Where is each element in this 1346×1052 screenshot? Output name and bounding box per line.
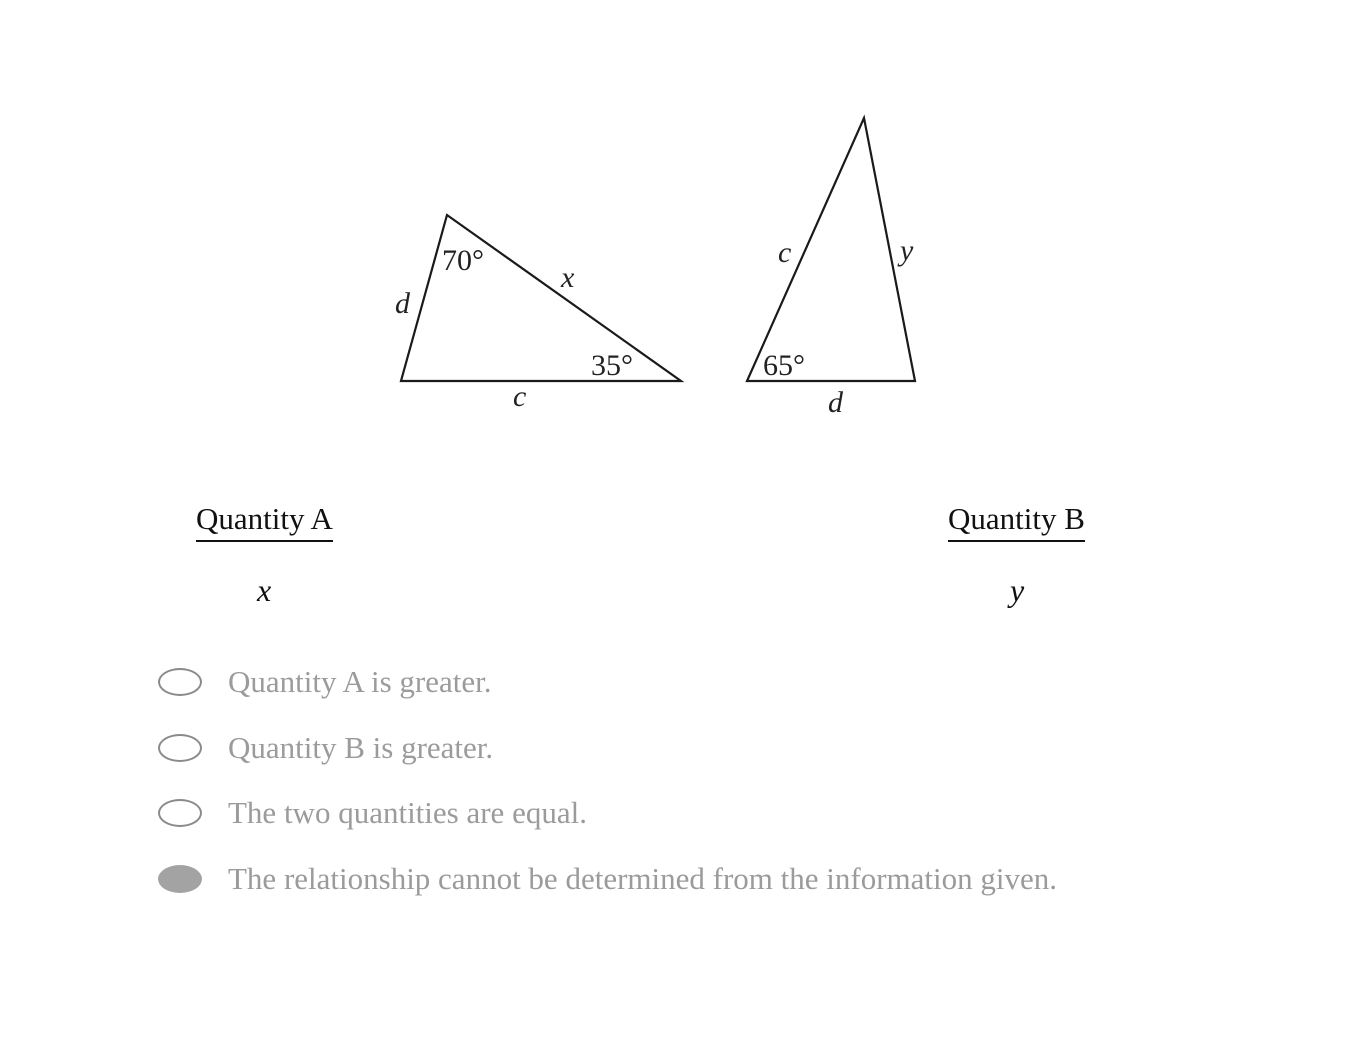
- quantity-a-value: x: [257, 572, 272, 608]
- left-triangle-side-x: x: [561, 261, 575, 294]
- left-triangle-side-c: c: [513, 380, 527, 413]
- quantity-a-heading: Quantity A: [196, 500, 333, 542]
- answer-choice-label[interactable]: The relationship cannot be determined from the information given.: [228, 860, 1057, 896]
- right-triangle-side-d: d: [828, 386, 843, 419]
- left-triangle: [401, 215, 681, 381]
- radio-button[interactable]: [158, 799, 202, 827]
- answer-choice-label[interactable]: Quantity A is greater.: [228, 664, 492, 699]
- quantity-b-heading: Quantity B: [948, 500, 1085, 542]
- quantity-b-value: y: [1010, 572, 1025, 608]
- answer-choice-label[interactable]: The two quantities are equal.: [228, 795, 587, 830]
- left-triangle-side-d: d: [395, 287, 410, 320]
- triangles-figure: [0, 0, 1346, 460]
- right-triangle-side-y: y: [900, 234, 914, 267]
- radio-button-selected[interactable]: [158, 865, 202, 893]
- radio-button[interactable]: [158, 668, 202, 696]
- right-triangle-left-angle: 65°: [763, 349, 805, 382]
- right-triangle-side-c: c: [778, 236, 792, 269]
- left-triangle-right-angle: 35°: [591, 349, 633, 382]
- answer-choice-label[interactable]: Quantity B is greater.: [228, 729, 494, 765]
- right-triangle: [747, 118, 915, 381]
- radio-button[interactable]: [158, 734, 202, 762]
- left-triangle-top-angle: 70°: [442, 244, 484, 277]
